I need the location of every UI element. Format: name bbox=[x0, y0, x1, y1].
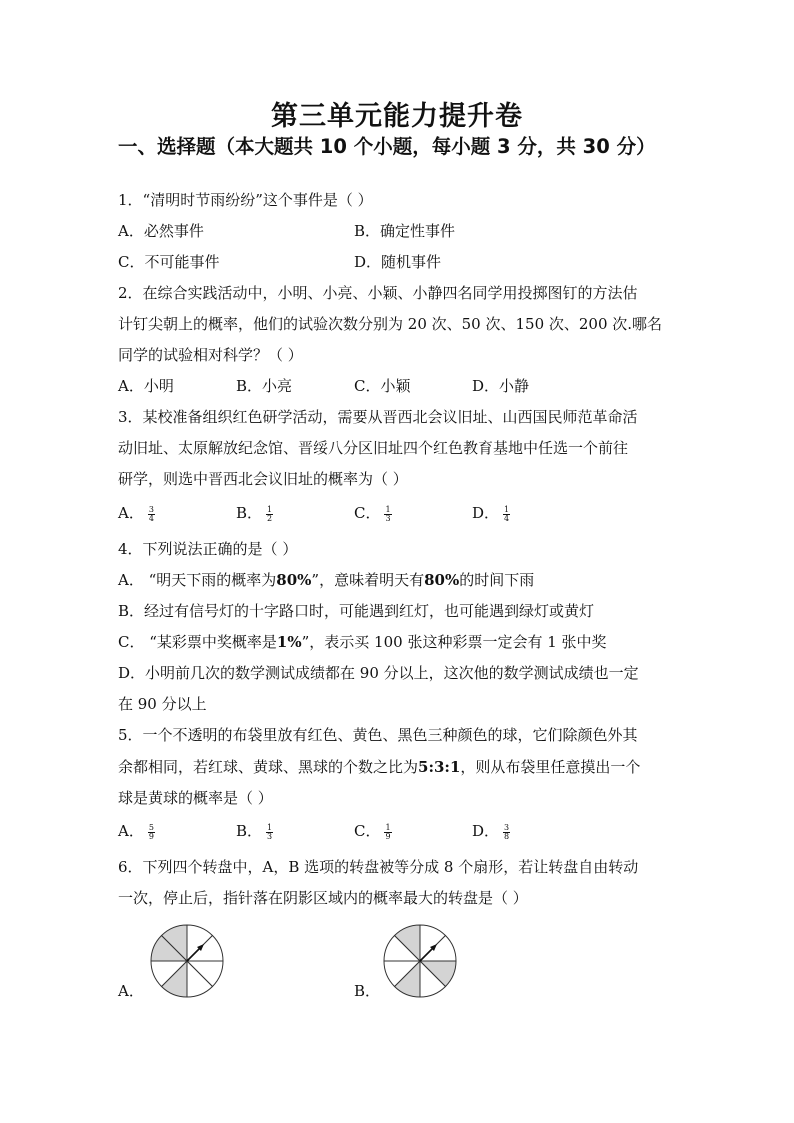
q4-option-b: B．经过有信号灯的十字路口时，可能遇到红灯，也可能遇到绿灯或黄灯 bbox=[118, 602, 595, 620]
q5-line-2-text: ，则从布袋里任意摸出一个 bbox=[460, 758, 641, 776]
q5-line-1: 5．一个不透明的布袋里放有红色、黄色、黑色三种颜色的球，它们除颜色外其 bbox=[118, 726, 638, 744]
fraction-numerator: 1 bbox=[504, 504, 510, 514]
section-heading: 一、选择题（本大题共 10 个小题，每小题 3 分，共 30 分） bbox=[118, 135, 656, 158]
q5-option-d bbox=[472, 821, 510, 841]
q1-option-c: C．不可能事件 bbox=[118, 253, 220, 271]
q3-option-c bbox=[354, 503, 392, 523]
q4-option-a-text: 的时间下雨 bbox=[459, 571, 535, 589]
q4-option-c-text: ”，表示买 100 张这种彩票一定会有 1 张中奖 bbox=[301, 633, 607, 651]
q1-option-b: B．确定性事件 bbox=[354, 222, 456, 240]
q6-option-b-label: B． bbox=[354, 982, 381, 1000]
fraction-denominator: 4 bbox=[148, 513, 154, 523]
q2-option-d: D．小静 bbox=[472, 377, 530, 395]
fraction-numerator: 1 bbox=[267, 822, 273, 832]
q4-option-a bbox=[118, 570, 534, 590]
q5-line-2 bbox=[118, 757, 640, 777]
q2-option-c: C．小颖 bbox=[354, 377, 411, 395]
q2-line-3: 同学的试验相对科学？（ ） bbox=[118, 346, 303, 364]
q3-option-d-fraction bbox=[503, 506, 510, 523]
q6-option-a-label: A． bbox=[118, 982, 144, 1000]
q4-option-d-line-2: 在 90 分以上 bbox=[118, 695, 207, 713]
q5-option-b bbox=[236, 821, 273, 841]
q6-line-2: 一次，停止后，指针落在阴影区域内的概率最大的转盘是（ ） bbox=[118, 889, 528, 907]
fraction-numerator: 1 bbox=[267, 504, 273, 514]
fraction-numerator: 1 bbox=[385, 822, 391, 832]
q4-option-c-text: C． “某彩票中奖概率是 bbox=[118, 633, 277, 651]
q4-option-a-text: A． “明天下雨的概率为 bbox=[118, 571, 277, 589]
q3-option-c-fraction bbox=[384, 506, 391, 523]
q5-line-2-text: 余都相同，若红球、黄球、黑球的个数之比为 bbox=[118, 758, 419, 776]
q4-stem: 4．下列说法正确的是（ ） bbox=[118, 540, 298, 558]
q2-option-a: A．小明 bbox=[118, 377, 174, 395]
q5-ratio: 5:3:1 bbox=[418, 758, 461, 776]
q5-option-a-label: A． bbox=[118, 822, 144, 840]
q4-option-c-value: 1% bbox=[276, 633, 302, 651]
fraction-numerator: 3 bbox=[504, 822, 510, 832]
q3-option-c-label: C． bbox=[354, 504, 381, 522]
q5-option-a-fraction bbox=[148, 824, 155, 841]
q4-option-d-line-1: D．小明前几次的数学测试成绩都在 90 分以上，这次他的数学测试成绩也一定 bbox=[118, 664, 639, 682]
q5-option-c-label: C． bbox=[354, 822, 381, 840]
q3-option-d bbox=[472, 503, 510, 523]
fraction-denominator: 3 bbox=[267, 831, 273, 841]
fraction-denominator: 8 bbox=[504, 831, 510, 841]
q5-option-d-label: D． bbox=[472, 822, 500, 840]
q4-option-a-value: 80% bbox=[276, 571, 312, 589]
q3-line-3: 研学，则选中晋西北会议旧址的概率为（ ） bbox=[118, 470, 408, 488]
q1-option-d: D．随机事件 bbox=[354, 253, 442, 271]
fraction-numerator: 3 bbox=[148, 504, 154, 514]
q5-option-b-label: B． bbox=[236, 822, 263, 840]
q2-line-2: 计钉尖朝上的概率，他们的试验次数分别为 20 次、50 次、150 次、200 次.哪名 bbox=[118, 315, 663, 333]
q3-line-2: 动旧址、太原解放纪念馆、晋绥八分区旧址四个红色教育基地中任选一个前往 bbox=[118, 439, 629, 457]
fraction-numerator: 1 bbox=[385, 504, 391, 514]
q6-line-1: 6．下列四个转盘中，A，B 选项的转盘被等分成 8 个扇形，若让转盘自由转动 bbox=[118, 858, 639, 876]
fraction-denominator: 3 bbox=[385, 513, 391, 523]
q3-line-1: 3．某校准备组织红色研学活动，需要从晋西北会议旧址、山西国民师范革命活 bbox=[118, 408, 638, 426]
spinner-a bbox=[148, 922, 226, 1000]
q4-option-a-text: ”，意味着明天有 bbox=[311, 571, 425, 589]
q5-option-b-fraction bbox=[266, 824, 273, 841]
q2-option-b: B．小亮 bbox=[236, 377, 293, 395]
q3-option-b-label: B． bbox=[236, 504, 263, 522]
q5-option-a bbox=[118, 821, 155, 841]
q3-option-b-fraction bbox=[266, 506, 273, 523]
fraction-numerator: 5 bbox=[148, 822, 154, 832]
fraction-denominator: 9 bbox=[148, 831, 154, 841]
q3-option-a bbox=[118, 503, 155, 523]
page-title: 第三单元能力提升卷 bbox=[271, 101, 523, 132]
q5-option-d-fraction bbox=[503, 824, 510, 841]
fraction-denominator: 2 bbox=[267, 513, 273, 523]
q4-option-c bbox=[118, 632, 607, 652]
q2-line-1: 2．在综合实践活动中，小明、小亮、小颖、小静四名同学用投掷图钉的方法估 bbox=[118, 284, 638, 302]
q3-option-a-label: A． bbox=[118, 504, 144, 522]
q3-option-d-label: D． bbox=[472, 504, 500, 522]
q3-option-b bbox=[236, 503, 273, 523]
q5-option-c-fraction bbox=[384, 824, 391, 841]
q5-option-c bbox=[354, 821, 392, 841]
fraction-denominator: 4 bbox=[504, 513, 510, 523]
fraction-denominator: 9 bbox=[385, 831, 391, 841]
q5-line-3: 球是黄球的概率是（ ） bbox=[118, 789, 273, 807]
q1-option-a: A．必然事件 bbox=[118, 222, 204, 240]
q1-stem: 1．“清明时节雨纷纷”这个事件是（ ） bbox=[118, 191, 373, 209]
spinner-b bbox=[381, 922, 459, 1000]
q4-option-a-value: 80% bbox=[424, 571, 460, 589]
q3-option-a-fraction bbox=[148, 506, 155, 523]
